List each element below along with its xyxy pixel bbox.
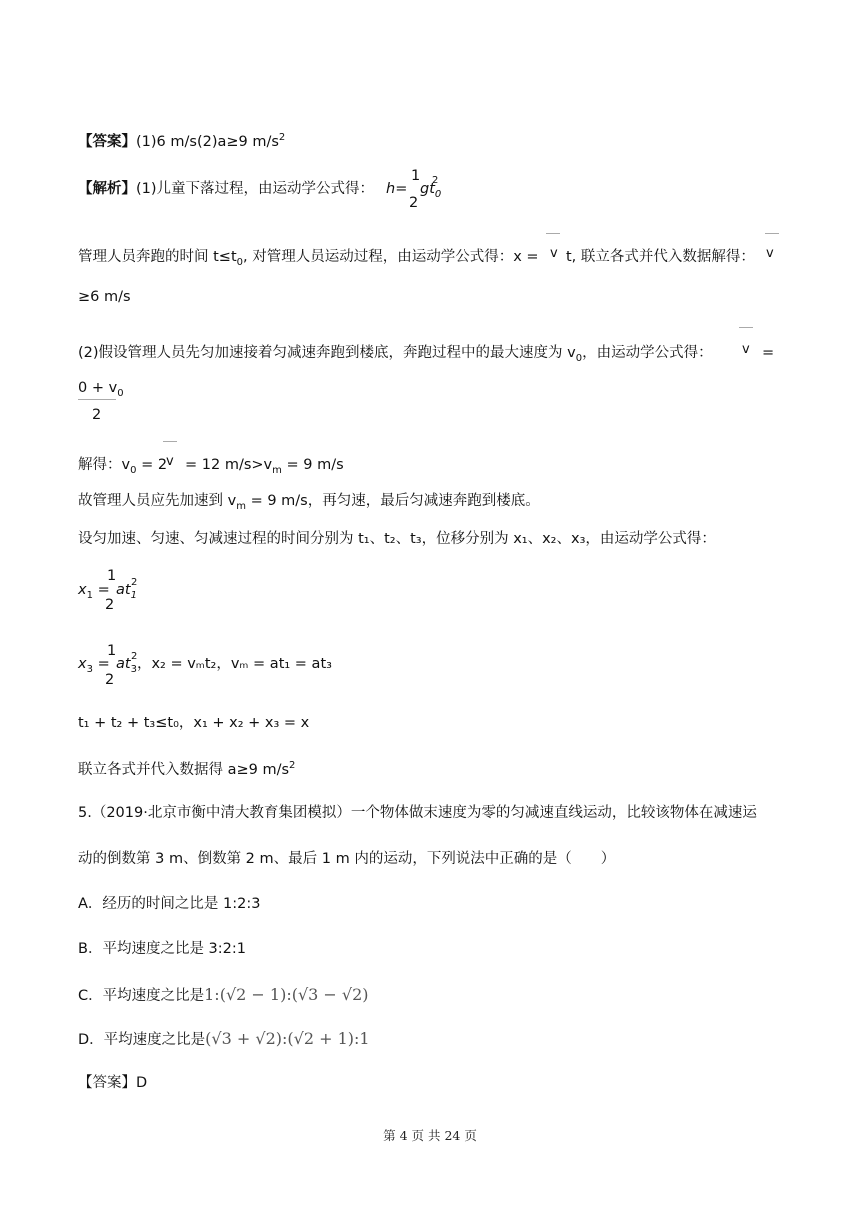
frac-num-1: 1 — [411, 168, 421, 184]
q5-answer-value: D — [136, 1075, 148, 1091]
p7a-sub: m — [236, 500, 246, 512]
q5-option-b: B．平均速度之比是 3:2:1 — [78, 941, 247, 957]
overbar-3 — [739, 327, 753, 328]
analysis-line-7 — [78, 493, 540, 512]
analysis-line-8: 设匀加速、匀速、匀减速过程的时间分别为 t₁、t₂、t₃，位移分别为 x₁、x₂、x₃，由运动学公式得： — [78, 531, 716, 547]
eq-x1-sup: 2 — [131, 577, 138, 588]
frac-num-2-sub: 0 — [117, 387, 124, 399]
eq-x3-rhs-text: at — [116, 656, 131, 672]
overbar-1 — [546, 233, 560, 234]
eq-x1-lhs: $x_1$ = — [78, 582, 110, 601]
eq-x1-den: 2 — [105, 597, 115, 613]
formula-gt-text: gt — [420, 181, 435, 197]
eq-x3-sub: 3 — [86, 663, 93, 675]
answer-text: (1)6 m/s(2)a≥9 m/s — [136, 134, 279, 150]
q5-stem-line1: 5.（2019·北京市衡中清大教育集团模拟）一个物体做末速度为零的匀减速直线运动，比较该物体在减速运 — [78, 805, 757, 821]
q5-option-d-formula: (√3 + √2):(√2 + 1):1 — [205, 1029, 370, 1048]
q5-stem-line2: 动的倒数第 3 m、倒数第 2 m、最后 1 m 内的运动，下列说法中正确的是（ ） — [78, 851, 616, 867]
conclusion — [78, 760, 296, 778]
eq-x1-var: x — [78, 582, 87, 598]
frac-den-2: 2 — [92, 407, 102, 423]
analysis-line-2 — [78, 249, 539, 268]
eq-sum: t₁ + t₂ + t₃≤t₀，x₁ + x₂ + x₃ = x — [78, 715, 310, 731]
p6a: 解得：v — [78, 457, 131, 473]
eq-x3-var: x — [78, 656, 87, 672]
frac-num-2-text: 0 + v — [78, 380, 118, 396]
conclusion-text: 联立各式并代入数据得 a≥9 m/s — [78, 762, 290, 778]
eq-x3-tail: ，x₂ = vₘt₂，vₘ = at₁ = at₃ — [136, 656, 332, 672]
p6c-text: = 12 m/s>v — [185, 457, 273, 473]
p6b: = 2 — [141, 457, 168, 473]
p4a: (2)假设管理人员先匀加速接着匀减速奔跑到楼底，奔跑过程中的最大速度为 v — [78, 345, 576, 361]
p2a: 管理人员奔跑的时间 t≤t — [78, 249, 237, 265]
eq-x3-num: 1 — [107, 643, 117, 659]
eq-x3-den: 2 — [105, 672, 115, 688]
analysis-line-6 — [78, 457, 168, 476]
eq-x3-rhs — [116, 656, 332, 675]
p6c — [185, 457, 344, 476]
p2a-sub: 0 — [236, 256, 244, 268]
q5-option-c-formula: 1:(√2 − 1):(√3 − √2) — [204, 985, 369, 1004]
eq-x3-lhs: $x_3$ = — [78, 656, 110, 675]
p2c: t, 联立各式并代入数据解得： — [566, 249, 755, 265]
analysis-label: 【解析】 — [78, 181, 136, 197]
formula-gt-sup: 2 — [432, 175, 439, 186]
p7a: 故管理人员应先加速到 v — [78, 493, 237, 509]
eq-x1-num: 1 — [107, 568, 117, 584]
q5-option-d — [78, 1031, 370, 1048]
eq-x1-rhs-sub: 1 — [130, 589, 137, 601]
p7b: = 9 m/s，再匀速，最后匀减速奔跑到楼底。 — [250, 493, 540, 509]
analysis-p1: (1)儿童下落过程，由运动学公式得： — [136, 181, 375, 197]
eq-x3-sup: 2 — [131, 651, 138, 662]
analysis-line-4 — [78, 345, 713, 364]
p4b: ，由运动学公式得： — [582, 345, 713, 361]
p6a-sub: 0 — [130, 464, 137, 476]
v-bar-2: v — [766, 246, 774, 261]
conclusion-sup: 2 — [289, 760, 296, 772]
formula-h-var: h — [386, 181, 396, 197]
formula-gt-sub: 0 — [434, 188, 442, 200]
frac-den-1: 2 — [409, 195, 419, 211]
p4c: = — [762, 345, 775, 361]
frac-num-2 — [78, 380, 124, 399]
analysis-line-1 — [78, 182, 374, 197]
v-bar-4: v — [166, 454, 174, 469]
q5-answer-label: 【答案】 — [78, 1075, 136, 1091]
q5-option-d-text: D．平均速度之比是 — [78, 1032, 206, 1048]
answer-line — [78, 132, 286, 150]
p6d: = 9 m/s — [286, 457, 344, 473]
p6c-sub: m — [272, 464, 282, 476]
answer-sup: 2 — [278, 132, 286, 144]
overbar-2 — [765, 233, 779, 234]
analysis-line-3: ≥6 m/s — [78, 289, 131, 305]
v-bar-3: v — [742, 342, 750, 357]
q5-option-c-text: C．平均速度之比是 — [78, 988, 205, 1004]
eq-x3-rhs-sub: 3 — [130, 663, 137, 675]
q5-option-c — [78, 987, 369, 1004]
formula-h — [386, 182, 407, 197]
overbar-4 — [163, 441, 177, 442]
answer-label: 【答案】 — [78, 134, 136, 150]
v-bar-1: v — [550, 246, 558, 261]
formula-h-eq: = — [395, 181, 408, 197]
p4a-sub: 0 — [575, 352, 583, 364]
eq-x1-rhs-text: at — [116, 582, 131, 598]
q5-answer — [78, 1076, 147, 1091]
frac-line-2 — [78, 399, 116, 400]
q5-option-a: A．经历的时间之比是 1:2:3 — [78, 896, 261, 912]
page-footer: 第 4 页 共 24 页 — [383, 1128, 477, 1143]
eq-x1-sub: 1 — [86, 589, 93, 601]
p2b: , 对管理人员运动过程，由运动学公式得：x = — [243, 249, 539, 265]
